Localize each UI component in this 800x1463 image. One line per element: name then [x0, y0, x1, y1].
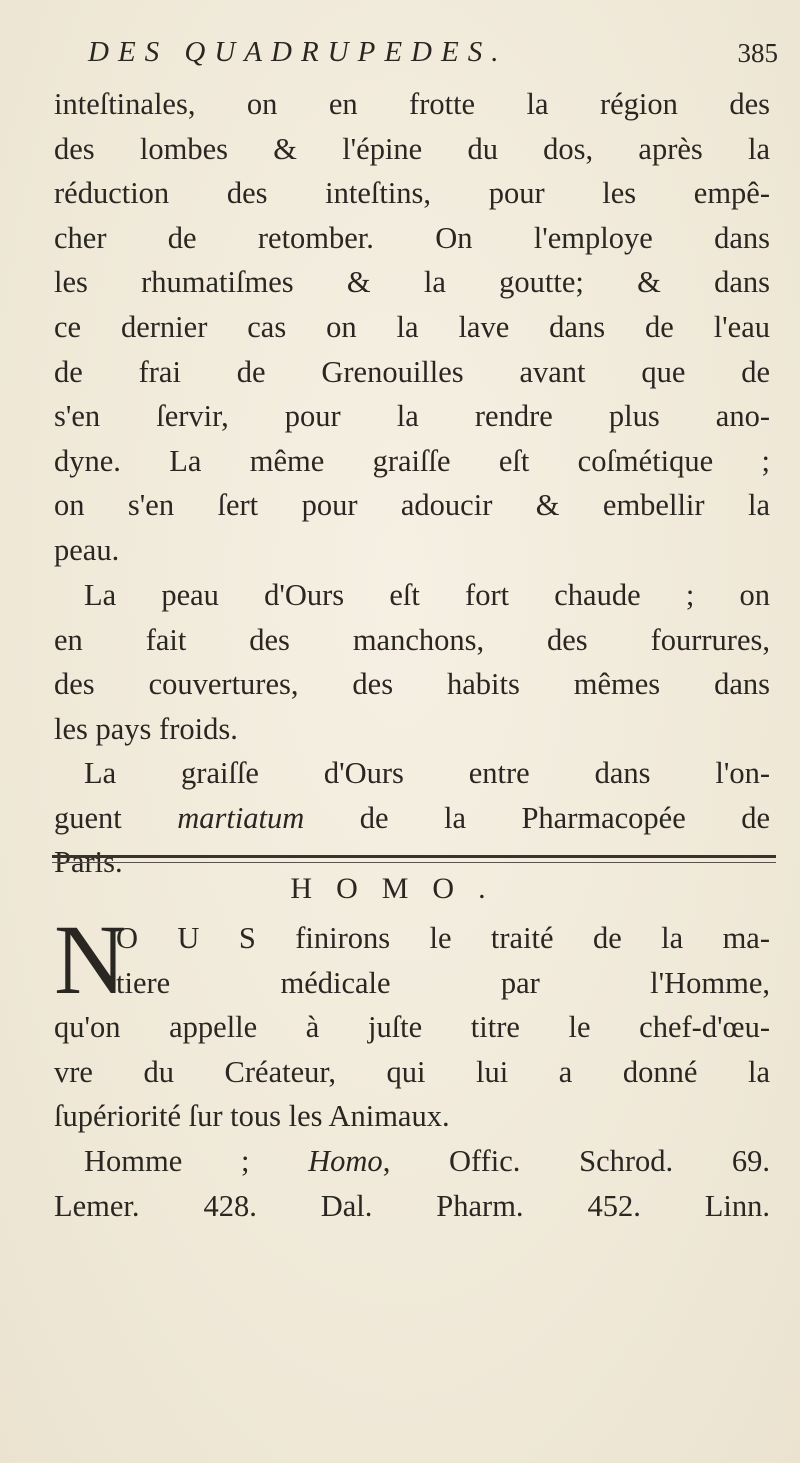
paragraph-bear-fat-uses	[54, 82, 770, 573]
text-line: s'en ſervir, pour la rendre plus ano-	[54, 399, 770, 434]
text-line: de frai de Grenouilles avant que de	[54, 354, 770, 389]
text-line: les pays froids.	[54, 711, 238, 746]
italic-term: Homo	[308, 1143, 383, 1178]
text-line: en fait des manchons, des fourrures,	[54, 622, 770, 657]
text-line: qu'on appelle à juſte titre le chef-d'œu-	[54, 1010, 770, 1045]
text-line: La graiſſe d'Ours entre dans l'on-	[84, 756, 770, 790]
text-line: on s'en ſert pour adoucir & embellir la	[54, 488, 770, 523]
text-line: les rhumatiſmes & la goutte; & dans	[54, 265, 770, 300]
text-line: ce dernier cas on la lave dans de l'eau	[54, 309, 770, 344]
page-number: 385	[737, 38, 778, 68]
section-title: HOMO.	[290, 872, 510, 905]
text-line: La peau d'Ours eſt fort chaude ; on	[84, 578, 770, 612]
text-line	[54, 1139, 770, 1184]
text-line: peau.	[54, 532, 120, 567]
paragraph-bear-skin	[54, 573, 770, 751]
text-line: O U S finirons le traité de la ma-	[116, 921, 770, 955]
text-line: Lemer. 428. Dal. Pharm. 452. Linn.	[54, 1188, 770, 1223]
text-line: des lombes & l'épine du dos, après la	[54, 131, 770, 166]
section-divider-thin	[52, 862, 776, 863]
text-segment: guent	[54, 800, 178, 835]
text-line: ſupériorité ſur tous les Animaux.	[54, 1099, 450, 1134]
text-line: vre du Créateur, qui lui a donné la	[54, 1054, 770, 1089]
paragraph-bear-fat-ointment	[54, 751, 770, 885]
text-segment: , Offic. Schrod. 69.	[382, 1143, 770, 1178]
section-homo	[54, 904, 770, 1228]
text-segment: de la Pharmacopée de	[304, 800, 770, 835]
text-line	[54, 796, 770, 841]
text-line: tiere médicale par l'Homme,	[116, 965, 770, 1000]
text-line: Paris.	[54, 845, 123, 880]
text-line: cher de retomber. On l'employe dans	[54, 220, 770, 255]
running-head-title: DES QUADRUPEDES.	[88, 36, 508, 68]
text-segment: Homme ;	[84, 1143, 309, 1178]
running-head	[88, 36, 778, 80]
section-text	[54, 904, 770, 1228]
text-line: des couvertures, des habits mêmes dans	[54, 667, 770, 702]
text-line: réduction des inteſtins, pour les empê-	[54, 176, 770, 211]
drop-cap: N	[54, 904, 127, 1015]
text-line: inteſtinales, on en frotte la région des	[54, 87, 770, 121]
section-divider-thick	[52, 855, 776, 858]
text-line: dyne. La même graiſſe eſt coſmétique ;	[54, 443, 770, 478]
italic-term: martiatum	[177, 800, 305, 835]
